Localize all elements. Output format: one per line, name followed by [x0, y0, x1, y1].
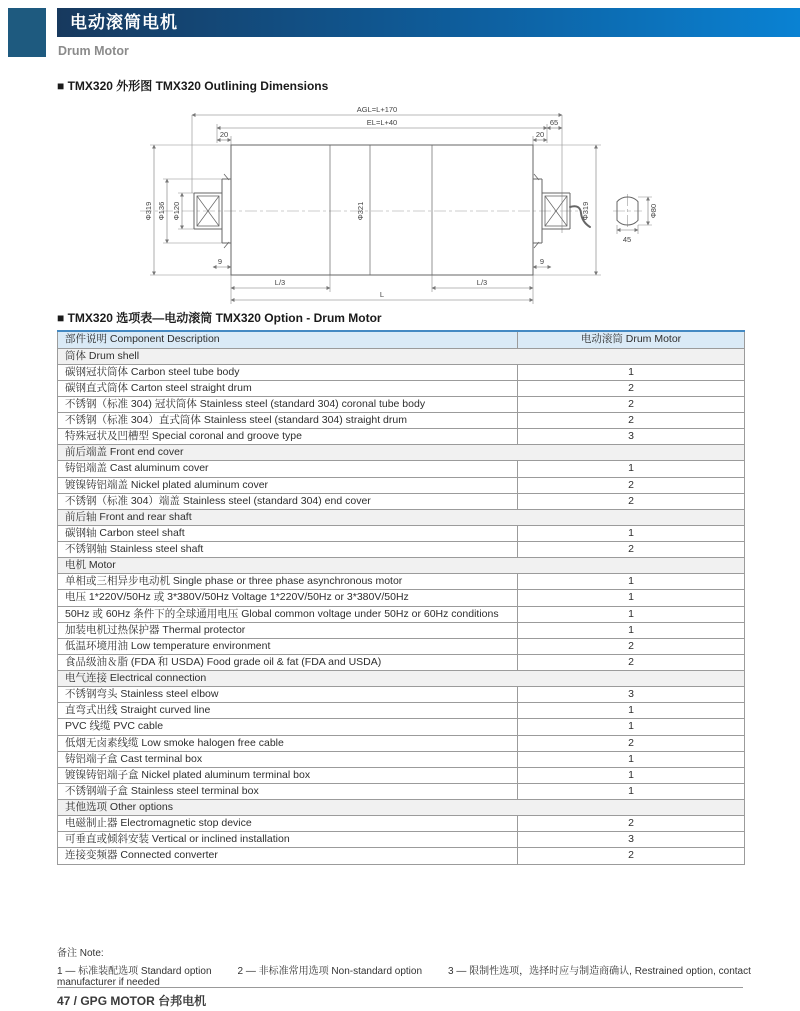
component-description-cell: 低温环境用油 Low temperature environment [58, 638, 518, 654]
dimension-lines [154, 115, 648, 300]
table-header-row [58, 331, 745, 348]
table-section-label: 电机 Motor [58, 558, 745, 574]
drum-body [194, 145, 638, 275]
component-description-cell: 碳钢直式筒体 Carton steel straight drum [58, 380, 518, 396]
component-description-cell: 不锈钢端子盒 Stainless steel terminal box [58, 783, 518, 799]
table-section-label: 前后端盖 Front end cover [58, 445, 745, 461]
option-value-cell: 1 [518, 525, 745, 541]
dim-label-el: EL=L+40 [366, 118, 398, 127]
component-description-cell: 低烟无卤素线缆 Low smoke halogen free cable [58, 735, 518, 751]
option-value-cell: 2 [518, 542, 745, 558]
option-value-cell: 3 [518, 687, 745, 703]
option-table-body [58, 348, 745, 864]
option-value-cell: 1 [518, 364, 745, 380]
table-section-row [58, 445, 745, 461]
component-description-cell: 电压 1*220V/50Hz 或 3*380V/50Hz Voltage 1*220V/50Hz or 3*380V/50Hz [58, 590, 518, 606]
note-legend-3: 3 — 限制性选项，选择时应与制造商确认, Restrained option, contact manufacturer if needed [57, 966, 751, 988]
table-section-label: 电气连接 Electrical connection [58, 671, 745, 687]
option-value-cell: 1 [518, 622, 745, 638]
table-section-label: 其他选项 Other options [58, 800, 745, 816]
table-row [58, 687, 745, 703]
dim-label-l3-right: L/3 [476, 278, 488, 287]
option-value-cell: 2 [518, 380, 745, 396]
dim-label-dia319-left: Φ319 [144, 201, 153, 221]
option-value-cell: 3 [518, 832, 745, 848]
table-row [58, 380, 745, 396]
section-title-option: ■ TMX320 选项表—电动滚筒 TMX320 Option - Drum Motor [57, 311, 382, 325]
component-description-cell: 不锈钢（标准 304）直式筒体 Stainless steel (standard 304) straight drum [58, 413, 518, 429]
note-legend [57, 962, 800, 988]
table-row [58, 574, 745, 590]
banner-accent-square [8, 8, 46, 57]
table-row [58, 767, 745, 783]
component-description-cell: 电磁制止器 Electromagnetic stop device [58, 816, 518, 832]
note-legend-2: 2 — 非标准常用选项 Non-standard option [237, 966, 423, 977]
note-legend-1: 1 — 标准装配选项 Standard option [57, 966, 212, 977]
drum-dimension-diagram [110, 95, 660, 307]
table-row [58, 396, 745, 412]
table-row [58, 477, 745, 493]
option-value-cell: 1 [518, 461, 745, 477]
table-row [58, 525, 745, 541]
table-row [58, 783, 745, 799]
component-description-cell: 铸铝端子盒 Cast terminal box [58, 751, 518, 767]
option-value-cell: 2 [518, 493, 745, 509]
option-value-cell: 1 [518, 751, 745, 767]
table-row [58, 606, 745, 622]
table-row [58, 638, 745, 654]
table-row [58, 735, 745, 751]
dim-label-dia120: Φ120 [172, 201, 181, 221]
table-row [58, 751, 745, 767]
component-description-cell: 50Hz 或 60Hz 条件下的全球通用电压 Global common voltage under 50Hz or 60Hz conditions [58, 606, 518, 622]
dim-label-65: 65 [549, 118, 559, 127]
option-value-cell: 3 [518, 429, 745, 445]
component-description-cell: 单相或三相异步电动机 Single phase or three phase asynchronous motor [58, 574, 518, 590]
component-description-cell: 镀镍铸铝端盖 Nickel plated aluminum cover [58, 477, 518, 493]
option-value-cell: 2 [518, 413, 745, 429]
dim-label-20-right: 20 [535, 130, 545, 139]
option-value-cell: 1 [518, 606, 745, 622]
table-row [58, 590, 745, 606]
dim-label-45: 45 [622, 235, 632, 244]
table-row [58, 719, 745, 735]
table-section-row [58, 558, 745, 574]
component-description-cell: 连接变频器 Connected converter [58, 848, 518, 864]
dim-label-dia80: Φ80 [649, 203, 658, 219]
page-subtitle: Drum Motor [58, 44, 129, 58]
dim-label-dia136: Φ136 [157, 201, 166, 221]
option-value-cell: 1 [518, 703, 745, 719]
table-row [58, 816, 745, 832]
option-value-cell: 2 [518, 396, 745, 412]
option-value-cell: 1 [518, 590, 745, 606]
option-value-cell: 2 [518, 477, 745, 493]
column-header-description: 部件说明 Component Description [58, 331, 518, 348]
dim-label-9-right: 9 [539, 257, 545, 266]
option-value-cell: 1 [518, 767, 745, 783]
table-section-label: 前后轴 Front and rear shaft [58, 509, 745, 525]
component-description-cell: 不锈钢（标准 304) 冠状筒体 Stainless steel (standard 304) coronal tube body [58, 396, 518, 412]
option-value-cell: 1 [518, 783, 745, 799]
dim-label-agl: AGL=L+170 [356, 105, 398, 114]
dim-label-dia321: Φ321 [356, 201, 365, 221]
dim-label-9-left: 9 [217, 257, 223, 266]
option-value-cell: 1 [518, 574, 745, 590]
component-description-cell: 碳钢轴 Carbon steel shaft [58, 525, 518, 541]
table-row [58, 461, 745, 477]
component-description-cell: 铸铝端盖 Cast aluminum cover [58, 461, 518, 477]
page-title: 电动滚筒电机 [57, 8, 800, 37]
table-section-row [58, 348, 745, 364]
dim-label-l3-left: L/3 [274, 278, 286, 287]
dim-label-dia319-right: Φ319 [581, 201, 590, 221]
component-description-cell: 直弯式出线 Straight curved line [58, 703, 518, 719]
component-description-cell: 碳钢冠状筒体 Carbon steel tube body [58, 364, 518, 380]
note-label: 备注 Note: [57, 948, 104, 959]
table-row [58, 429, 745, 445]
table-section-label: 筒体 Drum shell [58, 348, 745, 364]
table-section-row [58, 509, 745, 525]
column-header-drum-motor: 电动滚筒 Drum Motor [518, 331, 745, 348]
page-footer: 47 / GPG MOTOR 台邦电机 [57, 994, 207, 1008]
technical-drawing [110, 95, 660, 307]
table-row [58, 622, 745, 638]
component-description-cell: 镀镍铸铝端子盒 Nickel plated aluminum terminal box [58, 767, 518, 783]
option-value-cell: 2 [518, 654, 745, 670]
option-value-cell: 2 [518, 735, 745, 751]
witness-lines [150, 115, 652, 304]
table-row [58, 848, 745, 864]
component-description-cell: 不锈钢弯头 Stainless steel elbow [58, 687, 518, 703]
component-description-cell: 不锈钢（标准 304）端盖 Stainless steel (standard 304) end cover [58, 493, 518, 509]
table-row [58, 413, 745, 429]
dim-label-20-left: 20 [219, 130, 229, 139]
footer-divider [57, 987, 743, 988]
option-value-cell: 1 [518, 719, 745, 735]
component-description-cell: 加装电机过热保护器 Thermal protector [58, 622, 518, 638]
component-description-cell: PVC 线缆 PVC cable [58, 719, 518, 735]
component-description-cell: 特殊冠状及凹槽型 Special coronal and groove type [58, 429, 518, 445]
table-section-row [58, 800, 745, 816]
component-description-cell: 可垂直或倾斜安装 Vertical or inclined installation [58, 832, 518, 848]
dim-label-l: L [379, 290, 385, 299]
section-title-outline: ■ TMX320 外形图 TMX320 Outlining Dimensions [57, 79, 329, 93]
component-description-cell: 不锈钢轴 Stainless steel shaft [58, 542, 518, 558]
option-value-cell: 2 [518, 848, 745, 864]
option-value-cell: 2 [518, 638, 745, 654]
table-row [58, 364, 745, 380]
table-row [58, 493, 745, 509]
option-table [57, 330, 745, 865]
note-block [57, 944, 800, 988]
option-value-cell: 2 [518, 816, 745, 832]
table-row [58, 654, 745, 670]
table-row [58, 703, 745, 719]
table-row [58, 832, 745, 848]
table-section-row [58, 671, 745, 687]
table-row [58, 542, 745, 558]
component-description-cell: 食品级油＆脂 (FDA 和 USDA) Food grade oil & fat (FDA and USDA) [58, 654, 518, 670]
dimension-labels [144, 105, 658, 299]
